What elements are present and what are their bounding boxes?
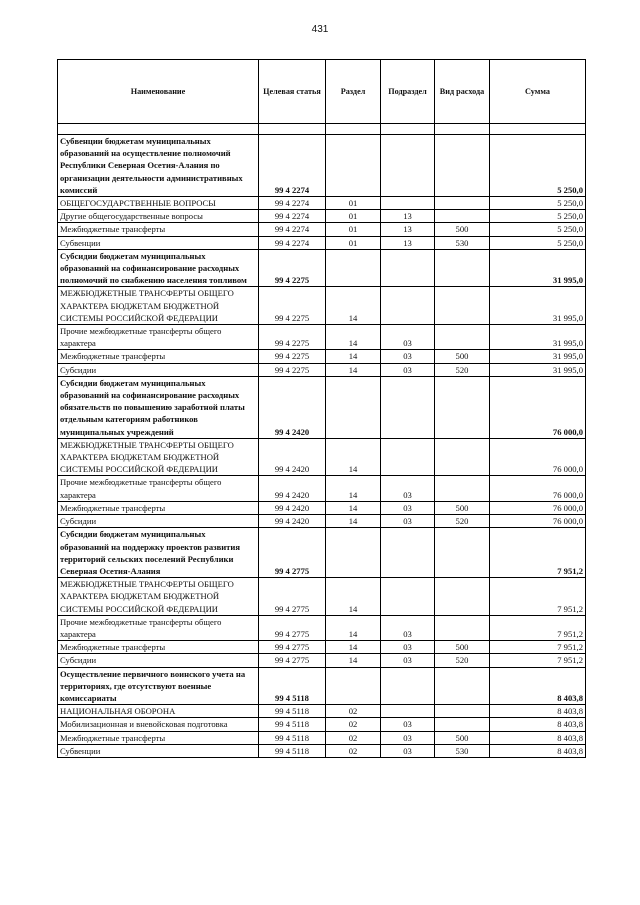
table-row <box>58 718 586 731</box>
header-sum: Сумма <box>490 60 586 124</box>
cell-expense-type <box>435 528 490 578</box>
table-row <box>58 578 586 616</box>
cell-name: НАЦИОНАЛЬНАЯ ОБОРОНА <box>58 705 259 718</box>
cell-sum: 8 403,8 <box>490 667 586 705</box>
cell-section: 14 <box>326 350 381 363</box>
table-row <box>58 287 586 325</box>
cell-expense-type <box>435 325 490 350</box>
table-row-section-heading <box>58 135 586 197</box>
cell-subsection: 03 <box>381 515 435 528</box>
table-header-row <box>58 60 586 124</box>
table-row <box>58 476 586 501</box>
cell-article: 99 4 2274 <box>259 236 326 249</box>
cell-sum: 76 000,0 <box>490 438 586 476</box>
table-row-section-heading <box>58 528 586 578</box>
cell-sum: 76 000,0 <box>490 376 586 438</box>
cell-section: 01 <box>326 236 381 249</box>
cell-expense-type: 500 <box>435 731 490 744</box>
spacer-cell <box>381 124 435 135</box>
cell-expense-type: 520 <box>435 515 490 528</box>
cell-sum: 76 000,0 <box>490 515 586 528</box>
cell-name: Прочие межбюджетные трансферты общего характера <box>58 325 259 350</box>
cell-name: МЕЖБЮДЖЕТНЫЕ ТРАНСФЕРТЫ ОБЩЕГО ХАРАКТЕРА БЮДЖЕТАМ БЮДЖЕТНОЙ СИСТЕМЫ РОССИЙСКОЙ ФЕДЕРАЦИИ <box>58 578 259 616</box>
cell-name: Субсидии бюджетам муниципальных образований на софинансирование расходных обязательств по повышению заработной платы отдельным категориям работников муниципальных учреждений <box>58 376 259 438</box>
cell-article: 99 4 2420 <box>259 515 326 528</box>
table-row <box>58 210 586 223</box>
cell-subsection <box>381 578 435 616</box>
cell-section: 14 <box>326 641 381 654</box>
cell-section: 14 <box>326 501 381 514</box>
spacer-cell <box>490 124 586 135</box>
cell-section <box>326 667 381 705</box>
cell-section: 14 <box>326 578 381 616</box>
cell-article: 99 4 2274 <box>259 135 326 197</box>
cell-name: МЕЖБЮДЖЕТНЫЕ ТРАНСФЕРТЫ ОБЩЕГО ХАРАКТЕРА БЮДЖЕТАМ БЮДЖЕТНОЙ СИСТЕМЫ РОССИЙСКОЙ ФЕДЕРАЦИИ <box>58 438 259 476</box>
spacer-cell <box>58 124 259 135</box>
cell-expense-type <box>435 438 490 476</box>
cell-expense-type: 500 <box>435 350 490 363</box>
cell-subsection: 03 <box>381 350 435 363</box>
cell-sum: 7 951,2 <box>490 615 586 640</box>
cell-sum: 31 995,0 <box>490 287 586 325</box>
cell-expense-type <box>435 718 490 731</box>
cell-sum: 31 995,0 <box>490 249 586 287</box>
page-number: 431 <box>311 24 329 35</box>
cell-name: Мобилизационная и вневойсковая подготовка <box>58 718 259 731</box>
cell-article: 99 4 2775 <box>259 641 326 654</box>
cell-article: 99 4 2775 <box>259 528 326 578</box>
cell-article: 99 4 2775 <box>259 615 326 640</box>
cell-subsection <box>381 249 435 287</box>
cell-article: 99 4 2420 <box>259 376 326 438</box>
cell-section: 01 <box>326 210 381 223</box>
table-row <box>58 223 586 236</box>
cell-section <box>326 528 381 578</box>
cell-article: 99 4 2274 <box>259 197 326 210</box>
cell-article: 99 4 5118 <box>259 667 326 705</box>
spacer-cell <box>435 124 490 135</box>
cell-expense-type <box>435 667 490 705</box>
cell-name: Субсидии <box>58 363 259 376</box>
cell-expense-type: 530 <box>435 744 490 757</box>
cell-expense-type: 530 <box>435 236 490 249</box>
cell-subsection <box>381 197 435 210</box>
cell-section: 14 <box>326 287 381 325</box>
cell-expense-type <box>435 287 490 325</box>
cell-subsection <box>381 705 435 718</box>
cell-sum: 76 000,0 <box>490 476 586 501</box>
cell-expense-type <box>435 705 490 718</box>
cell-sum: 76 000,0 <box>490 501 586 514</box>
table-row <box>58 731 586 744</box>
cell-subsection <box>381 438 435 476</box>
cell-subsection: 03 <box>381 654 435 667</box>
cell-section: 14 <box>326 515 381 528</box>
cell-name: МЕЖБЮДЖЕТНЫЕ ТРАНСФЕРТЫ ОБЩЕГО ХАРАКТЕРА БЮДЖЕТАМ БЮДЖЕТНОЙ СИСТЕМЫ РОССИЙСКОЙ ФЕДЕРАЦИИ <box>58 287 259 325</box>
cell-subsection: 03 <box>381 501 435 514</box>
cell-article: 99 4 5118 <box>259 744 326 757</box>
cell-sum: 8 403,8 <box>490 705 586 718</box>
table-row <box>58 705 586 718</box>
cell-expense-type: 500 <box>435 223 490 236</box>
cell-article: 99 4 5118 <box>259 731 326 744</box>
table-row-section-heading <box>58 376 586 438</box>
cell-name: Межбюджетные трансферты <box>58 223 259 236</box>
cell-subsection <box>381 376 435 438</box>
cell-name: Субвенции <box>58 236 259 249</box>
table-row <box>58 641 586 654</box>
table-row <box>58 744 586 757</box>
cell-name: Субвенции <box>58 744 259 757</box>
cell-subsection <box>381 667 435 705</box>
cell-sum: 5 250,0 <box>490 135 586 197</box>
cell-sum: 7 951,2 <box>490 528 586 578</box>
cell-name: Межбюджетные трансферты <box>58 350 259 363</box>
table-row <box>58 515 586 528</box>
cell-expense-type: 500 <box>435 641 490 654</box>
cell-sum: 5 250,0 <box>490 210 586 223</box>
cell-article: 99 4 2275 <box>259 249 326 287</box>
cell-article: 99 4 2275 <box>259 350 326 363</box>
table-row-section-heading <box>58 667 586 705</box>
cell-sum: 5 250,0 <box>490 197 586 210</box>
table-row-section-heading <box>58 249 586 287</box>
cell-subsection: 13 <box>381 236 435 249</box>
cell-expense-type <box>435 210 490 223</box>
cell-section <box>326 376 381 438</box>
cell-section: 01 <box>326 223 381 236</box>
cell-section: 02 <box>326 705 381 718</box>
table-row <box>58 236 586 249</box>
cell-sum: 7 951,2 <box>490 654 586 667</box>
cell-subsection: 03 <box>381 476 435 501</box>
cell-article: 99 4 5118 <box>259 718 326 731</box>
spacer-cell <box>326 124 381 135</box>
cell-name: Прочие межбюджетные трансферты общего характера <box>58 476 259 501</box>
cell-name: Субсидии бюджетам муниципальных образований на поддержку проектов развития территорий сельских поселений Республики Северная Осетия-Алания <box>58 528 259 578</box>
cell-expense-type: 520 <box>435 654 490 667</box>
header-name: Наименование <box>58 60 259 124</box>
table-row <box>58 325 586 350</box>
cell-sum: 8 403,8 <box>490 744 586 757</box>
cell-subsection: 03 <box>381 718 435 731</box>
cell-expense-type <box>435 197 490 210</box>
cell-name: Субсидии бюджетам муниципальных образований на софинансирование расходных полномочий по снабжению населения топливом <box>58 249 259 287</box>
cell-subsection: 03 <box>381 363 435 376</box>
table-row <box>58 438 586 476</box>
header-article: Целевая статья <box>259 60 326 124</box>
cell-section: 14 <box>326 476 381 501</box>
cell-expense-type <box>435 476 490 501</box>
cell-name: Прочие межбюджетные трансферты общего характера <box>58 615 259 640</box>
cell-subsection: 03 <box>381 325 435 350</box>
cell-section: 14 <box>326 438 381 476</box>
cell-subsection <box>381 528 435 578</box>
cell-name: Межбюджетные трансферты <box>58 731 259 744</box>
cell-subsection: 13 <box>381 223 435 236</box>
cell-section: 02 <box>326 744 381 757</box>
table-row <box>58 350 586 363</box>
cell-expense-type: 520 <box>435 363 490 376</box>
cell-expense-type <box>435 249 490 287</box>
cell-name: Субсидии <box>58 654 259 667</box>
cell-section: 02 <box>326 731 381 744</box>
cell-sum: 7 951,2 <box>490 578 586 616</box>
table-body <box>58 124 586 758</box>
cell-sum: 8 403,8 <box>490 718 586 731</box>
cell-subsection: 03 <box>381 731 435 744</box>
cell-sum: 7 951,2 <box>490 641 586 654</box>
spacer-row <box>58 124 586 135</box>
cell-name: Межбюджетные трансферты <box>58 641 259 654</box>
cell-subsection: 03 <box>381 615 435 640</box>
cell-article: 99 4 2775 <box>259 578 326 616</box>
cell-sum: 31 995,0 <box>490 325 586 350</box>
cell-article: 99 4 2420 <box>259 501 326 514</box>
cell-section: 14 <box>326 325 381 350</box>
cell-section <box>326 249 381 287</box>
cell-expense-type: 500 <box>435 501 490 514</box>
cell-expense-type <box>435 578 490 616</box>
cell-expense-type <box>435 135 490 197</box>
cell-article: 99 4 2420 <box>259 476 326 501</box>
cell-section: 14 <box>326 615 381 640</box>
cell-name: Субсидии <box>58 515 259 528</box>
cell-name: Субвенции бюджетам муниципальных образований на осуществление полномочий Республики Северная Осетия-Алания по организации деятельности административных комиссий <box>58 135 259 197</box>
cell-section: 01 <box>326 197 381 210</box>
cell-expense-type <box>435 615 490 640</box>
cell-sum: 5 250,0 <box>490 223 586 236</box>
cell-article: 99 4 2274 <box>259 210 326 223</box>
spacer-cell <box>259 124 326 135</box>
cell-subsection <box>381 135 435 197</box>
cell-expense-type <box>435 376 490 438</box>
cell-subsection: 03 <box>381 744 435 757</box>
cell-name: ОБЩЕГОСУДАРСТВЕННЫЕ ВОПРОСЫ <box>58 197 259 210</box>
cell-section: 14 <box>326 363 381 376</box>
budget-table <box>57 59 586 758</box>
cell-article: 99 4 2275 <box>259 325 326 350</box>
cell-section: 02 <box>326 718 381 731</box>
cell-subsection: 03 <box>381 641 435 654</box>
cell-name: Межбюджетные трансферты <box>58 501 259 514</box>
header-subsection: Подраздел <box>381 60 435 124</box>
cell-article: 99 4 2275 <box>259 287 326 325</box>
cell-subsection: 13 <box>381 210 435 223</box>
header-section: Раздел <box>326 60 381 124</box>
cell-article: 99 4 2274 <box>259 223 326 236</box>
table-row <box>58 197 586 210</box>
cell-article: 99 4 2775 <box>259 654 326 667</box>
table-row <box>58 654 586 667</box>
cell-name: Осуществление первичного воинского учета на территориях, где отсутствуют военные комиссариаты <box>58 667 259 705</box>
cell-article: 99 4 2275 <box>259 363 326 376</box>
cell-sum: 31 995,0 <box>490 363 586 376</box>
table-row <box>58 501 586 514</box>
cell-subsection <box>381 287 435 325</box>
cell-article: 99 4 2420 <box>259 438 326 476</box>
header-expense-type: Вид расхода <box>435 60 490 124</box>
cell-sum: 5 250,0 <box>490 236 586 249</box>
cell-sum: 8 403,8 <box>490 731 586 744</box>
table-row <box>58 615 586 640</box>
cell-section <box>326 135 381 197</box>
cell-name: Другие общегосударственные вопросы <box>58 210 259 223</box>
cell-sum: 31 995,0 <box>490 350 586 363</box>
cell-section: 14 <box>326 654 381 667</box>
table-row <box>58 363 586 376</box>
cell-article: 99 4 5118 <box>259 705 326 718</box>
